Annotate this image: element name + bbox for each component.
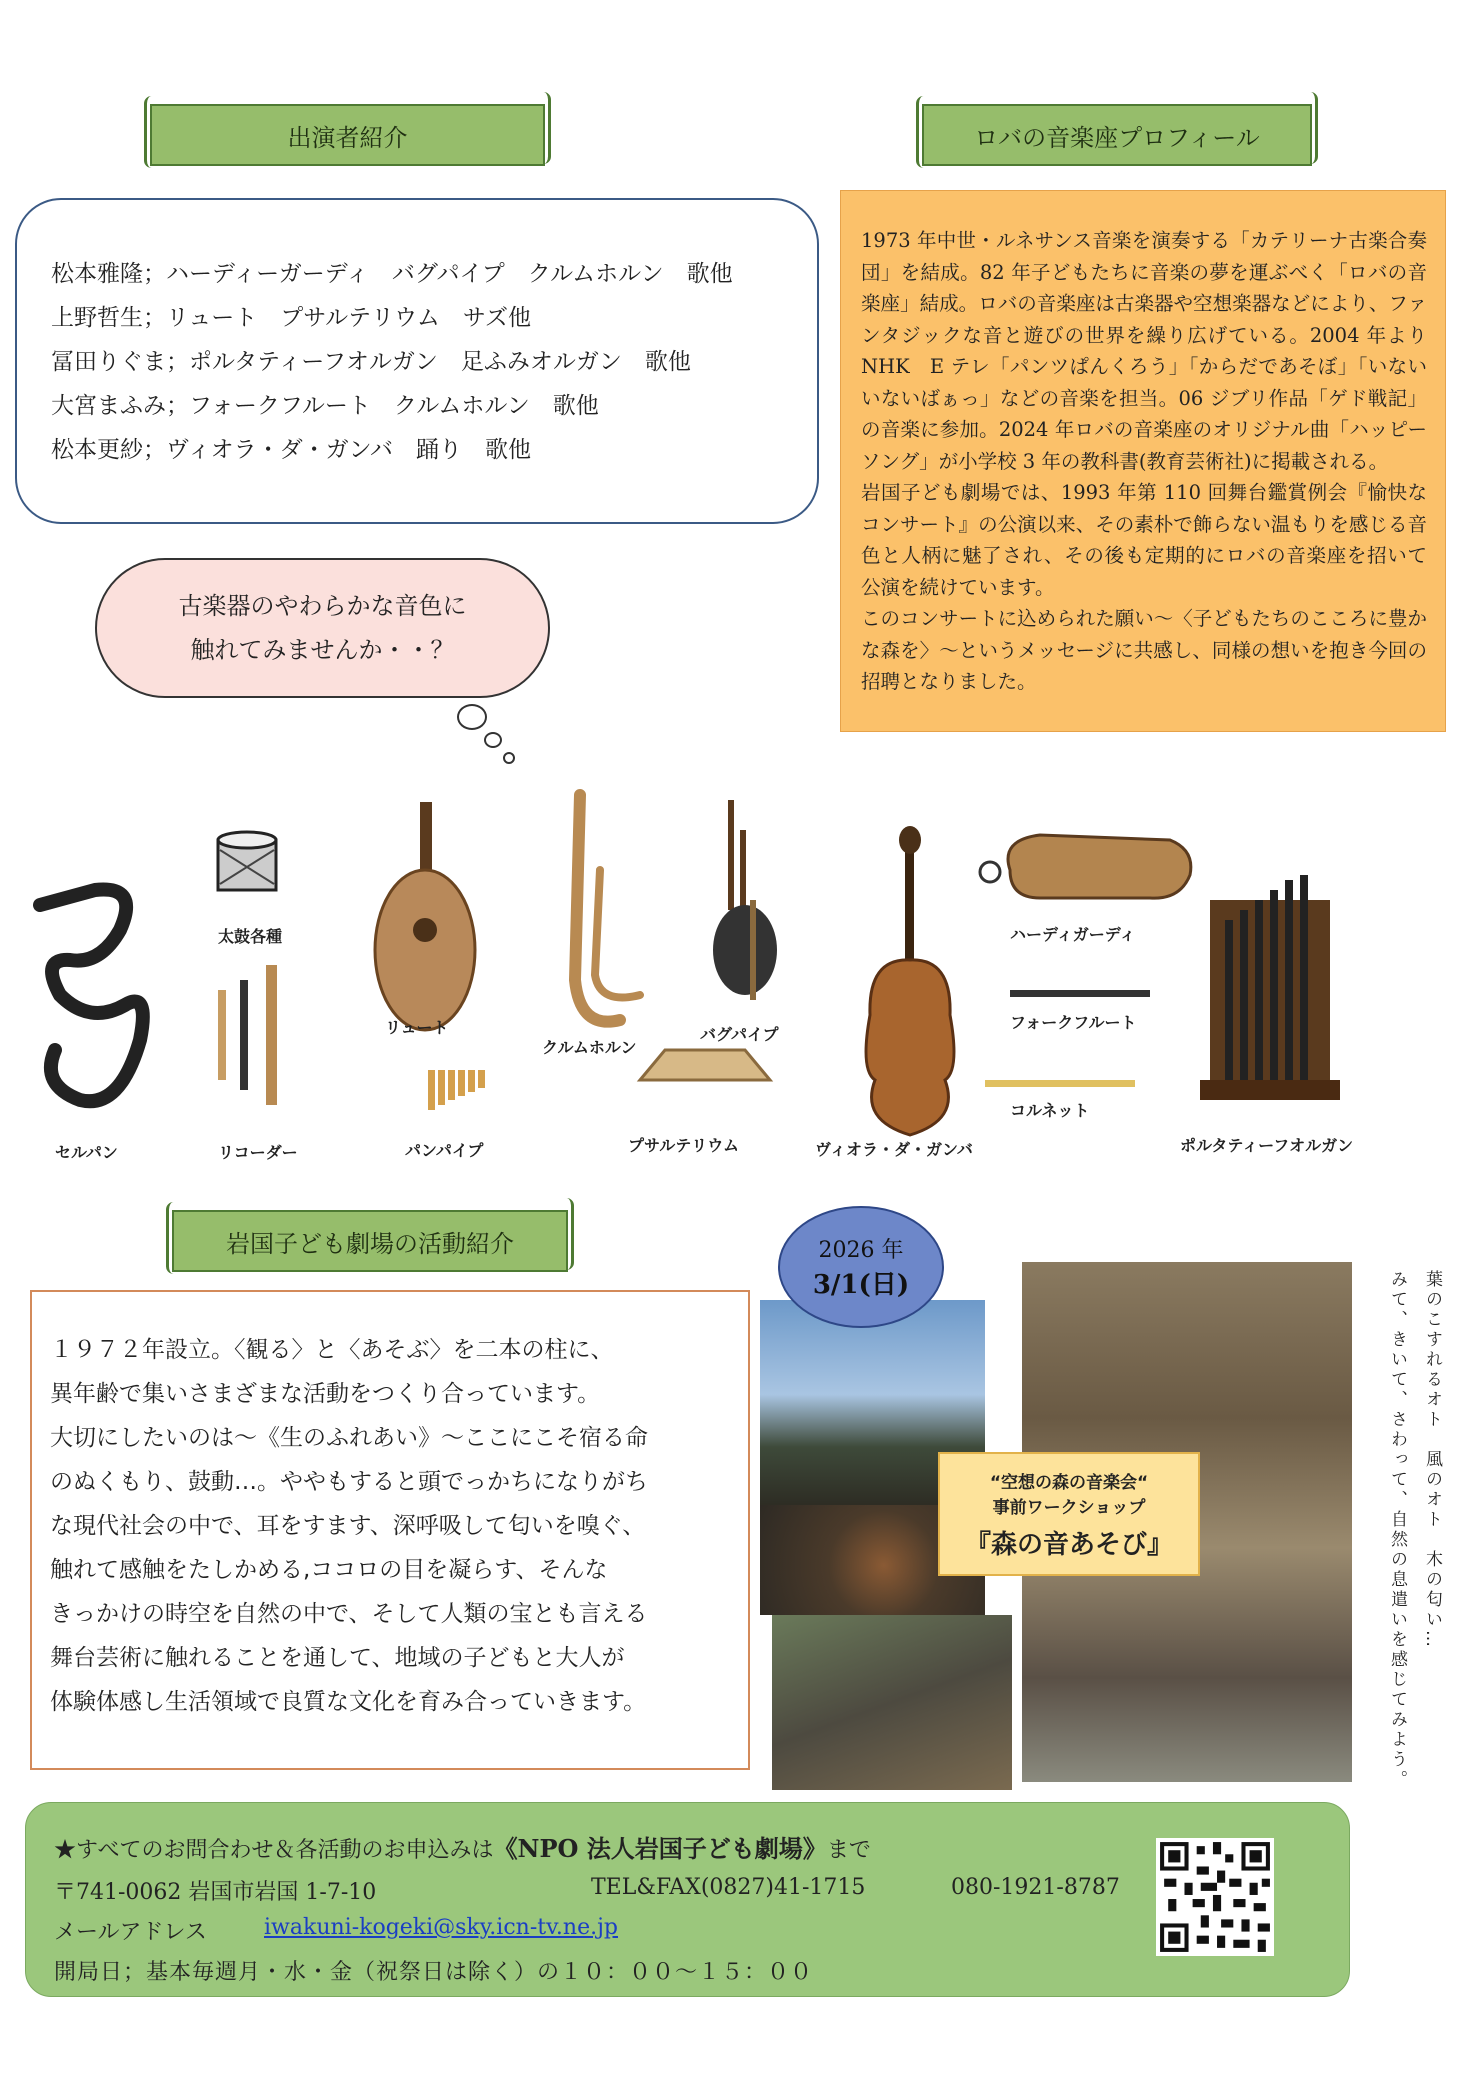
thought-bubble — [503, 752, 515, 764]
activity-line: きっかけの時空を自然の中で、そして人類の宝とも言える — [50, 1601, 648, 1627]
thought-bubble — [484, 732, 502, 748]
activity-heading-text: 岩国子ども劇場の活動紹介 — [226, 1229, 514, 1258]
hurdy-gurdy-illustration — [980, 835, 1191, 898]
contact-mobile: 080-1921-8787 — [951, 1875, 1120, 1900]
drum-illustration — [218, 832, 276, 890]
serpent-illustration — [40, 890, 143, 1102]
instrument-label-lute: リュート — [385, 1018, 449, 1037]
contact-intro: ★すべてのお問合わせ＆各活動のお申込みは — [54, 1838, 494, 1863]
crumhorn-illustration — [595, 870, 640, 998]
contact-email-link[interactable]: iwakuni-kogeki@sky.icn-tv.ne.jp — [264, 1915, 618, 1940]
instrument-label-bagpipe: バグパイプ — [700, 1025, 779, 1044]
thought-bubble — [457, 704, 487, 730]
instrument-label-viola: ヴィオラ・ダ・ガンバ — [815, 1140, 973, 1159]
profile-heading-text: ロバの音楽座プロフィール — [974, 123, 1260, 152]
recorder-illustration — [218, 990, 226, 1080]
recorder-illustration — [240, 980, 248, 1090]
profile-heading — [922, 104, 1312, 166]
instrument-label-hurdy-gurdy: ハーディガーディ — [1010, 925, 1136, 944]
recorder-illustration — [266, 965, 277, 1105]
contact-telfax: TEL&FAX(0827)41-1715 — [591, 1875, 866, 1900]
instrument-label-cornett: コルネット — [1010, 1101, 1090, 1120]
workshop-subtitle: “空想の森の音楽会“ — [989, 1472, 1149, 1493]
contact-org: 《NPO 法人岩国子ども劇場》 — [493, 1834, 827, 1863]
instrument-label-serpent: セルパン — [55, 1143, 118, 1162]
activity-line: 異年齢で集いさまざまな活動をつくり合っています。 — [50, 1381, 601, 1407]
instrument-label-panpipe: パンパイプ — [405, 1141, 484, 1160]
event-vertical-text: みて、きいて、さわって、自然の息遣いを感じてみよう。 — [1387, 1270, 1407, 1790]
cast-member: 上野哲生；リュート プサルテリウム サズ他 — [51, 305, 532, 331]
activity-line: のぬくもり、鼓動…。ややもすると頭でっかちになりがち — [50, 1469, 648, 1495]
activity-line: 大切にしたいのは～《生のふれあい》～ここにこそ宿る命 — [50, 1425, 648, 1451]
event-date-badge — [778, 1206, 944, 1328]
event-date: 3/1(日) — [812, 1270, 910, 1300]
organ-illustration — [1200, 875, 1340, 1100]
instrument-label-folk-flute: フォークフルート — [1010, 1013, 1137, 1032]
thought-line: 古楽器のやわらかな音色に — [178, 592, 467, 620]
contact-intro-line — [54, 1829, 871, 1864]
workshop-label — [938, 1452, 1200, 1576]
instrument-label-drum: 太鼓各種 — [218, 927, 283, 946]
activity-heading — [172, 1210, 568, 1272]
activity-line: 触れて感触をたしかめる,ココロの目を凝らす、そんな — [50, 1557, 608, 1583]
thought-line: 触れてみませんか・・？ — [190, 636, 455, 664]
activity-line: な現代社会の中で、耳をすます、深呼吸して匂いを嗅ぐ、 — [50, 1513, 646, 1539]
thought-cloud — [95, 558, 550, 698]
cast-member: 冨田りぐま；ポルタティーフオルガン 足ふみオルガン 歌他 — [51, 349, 691, 375]
viola-illustration — [866, 826, 954, 1135]
instrument-label-crumhorn: クルムホルン — [542, 1038, 637, 1057]
photo-children-gathering — [772, 1615, 1012, 1790]
cast-member: 松本雅隆；ハーディーガーディ バグパイプ クルムホルン 歌他 — [51, 261, 733, 287]
contact-mail-label: メールアドレス — [54, 1920, 207, 1945]
lute-illustration — [375, 802, 475, 1030]
cornett-illustration — [985, 1080, 1135, 1087]
activity-line: １９７２年設立。〈観る〉と〈あそぶ〉を二本の柱に、 — [50, 1337, 614, 1363]
instrument-label-organ: ポルタティーフオルガン — [1180, 1136, 1354, 1155]
workshop-title: 『森の音あそび』 — [964, 1529, 1173, 1560]
cast-member: 大宮まふみ；フォークフルート クルムホルン 歌他 — [51, 393, 599, 419]
instrument-label-recorder: リコーダー — [218, 1143, 298, 1162]
event-vertical-text: 葉のこすれるオト 風のオト 木の匂い… — [1422, 1270, 1442, 1650]
panpipe-illustration — [428, 1070, 485, 1110]
psaltery-illustration — [640, 1050, 770, 1080]
workshop-subtitle: 事前ワークショップ — [992, 1497, 1146, 1518]
cast-member: 松本更紗；ヴィオラ・ダ・ガンバ 踊り 歌他 — [51, 437, 532, 463]
cast-list — [15, 198, 819, 524]
event-year: 2026 年 — [818, 1238, 904, 1263]
qr-code-icon — [1156, 1838, 1274, 1956]
activity-line: 舞台芸術に触れることを通して、地域の子どもと大人が — [50, 1645, 625, 1671]
contact-suffix: まで — [826, 1838, 871, 1863]
instrument-illustrations — [0, 780, 1472, 1180]
contact-address: 〒741-0062 岩国市岩国 1-7-10 — [54, 1880, 377, 1905]
cast-heading-text: 出演者紹介 — [287, 123, 408, 152]
contact-box — [25, 1802, 1350, 1997]
activity-text-box — [30, 1290, 750, 1770]
cast-heading — [150, 104, 545, 166]
instrument-label-psaltery: プサルテリウム — [628, 1136, 740, 1155]
contact-hours: 開局日；基本毎週月・水・金（祝祭日は除く）の１０：００～１５：００ — [54, 1960, 814, 1985]
bagpipe-illustration — [713, 800, 777, 1000]
profile-paragraph: このコンサートに込められた願い～〈子どもたちのこころに豊かな森を〉～というメッセージに共感し、同様の想いを抱き今回の招聘となりました。 — [861, 607, 1427, 693]
profile-text-box — [840, 190, 1446, 732]
profile-paragraph: 1973 年中世・ルネサンス音楽を演奏する「カテリーナ古楽合奏団」を結成。82 年子どもたちに音楽の夢を運ぶべく「ロバの音楽座」結成。ロバの音楽座は古楽器や空想楽器などにより、ファンタジックな音と遊びの世界を繰り広げている。2004 年より NHK E テレ「パンツぱんくろう」「からだであそぼ」「いないいないばぁっ」などの音楽を担当。06 ジブリ作品「ゲド戦記」の音楽に参加。2024 年ロバの音楽座のオリジナル曲「ハッピーソング」が小学校 3 年の教科書(教育芸術社)に掲載される。 — [861, 229, 1427, 473]
folk-flute-illustration — [1010, 990, 1150, 997]
activity-line: 体験体感し生活領域で良質な文化を育み合っていきます。 — [50, 1689, 647, 1715]
profile-paragraph: 岩国子ども劇場では、1993 年第 110 回舞台鑑賞例会『愉快なコンサート』の公演以来、その素朴で飾らない温もりを感じる音色と人柄に魅了され、その後も定期的にロバの音楽座を招いて公演を続けています。 — [861, 481, 1427, 599]
